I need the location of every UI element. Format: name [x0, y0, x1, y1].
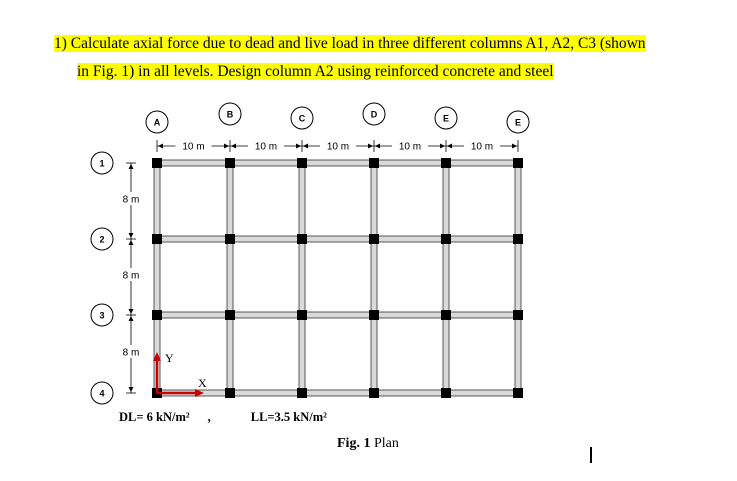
y-dimension-arrow-top-3 — [129, 316, 134, 321]
x-dimension-arrow-right-4 — [440, 144, 445, 149]
x-dimension-arrow-left-2 — [231, 144, 236, 149]
column-bubble-label-6: E — [514, 117, 522, 128]
beam-row-4 — [157, 390, 518, 396]
x-dimension-arrow-left-3 — [303, 144, 308, 149]
x-dimension-arrow-left-5 — [447, 144, 452, 149]
row-bubble-label-1: 1 — [99, 158, 105, 169]
x-dimension-arrow-right-3 — [368, 144, 373, 149]
x-dimension-arrow-right-1 — [224, 144, 229, 149]
figure-caption — [337, 436, 399, 452]
column-D3 — [369, 310, 379, 320]
y-axis-label: Y — [165, 351, 174, 365]
y-dimension-label-3: 8 m — [122, 347, 140, 359]
x-dimension-label-4: 10 m — [398, 141, 422, 153]
dead-load-label: DL= 6 kN/m² — [119, 410, 190, 424]
live-load-label: LL=3.5 kN/m² — [250, 410, 327, 424]
text-cursor — [590, 447, 592, 463]
beam-row-3 — [157, 312, 518, 318]
column-E2 — [513, 234, 523, 244]
beam-col-5 — [443, 163, 449, 393]
beam-col-2 — [227, 163, 233, 393]
column-B4 — [225, 388, 235, 398]
x-dimension-label-2: 10 m — [254, 141, 278, 153]
row-bubble-label-2: 2 — [99, 234, 105, 245]
x-axis-label: X — [198, 376, 207, 390]
column-E2 — [441, 234, 451, 244]
x-dimension-label-3: 10 m — [326, 141, 350, 153]
column-C4 — [297, 388, 307, 398]
column-A2 — [152, 234, 162, 244]
x-dimension-arrow-right-5 — [512, 144, 517, 149]
question-line-2: in Fig. 1) in all levels. Design column A2 using reinforced concrete and steel — [77, 63, 554, 80]
column-bubble-label-2: B — [226, 109, 234, 120]
column-bubble-label-5: E — [442, 113, 450, 124]
column-C1 — [297, 158, 307, 168]
load-separator: , — [207, 410, 211, 424]
column-C3 — [297, 310, 307, 320]
x-dimension-arrow-left-4 — [375, 144, 380, 149]
column-bubble-label-1: A — [153, 117, 161, 128]
column-D1 — [369, 158, 379, 168]
question-line-1: 1) Calculate axial force due to dead and live load in three different columns A1, A2, C3 (shown — [54, 35, 646, 52]
column-E1 — [513, 158, 523, 168]
column-E3 — [441, 310, 451, 320]
column-E4 — [513, 388, 523, 398]
column-bubble-label-3: C — [298, 113, 306, 124]
column-A3 — [152, 310, 162, 320]
column-B3 — [225, 310, 235, 320]
column-markers — [152, 158, 523, 398]
figure-number: Fig. 1 — [337, 436, 371, 451]
column-D4 — [369, 388, 379, 398]
row-bubble-label-4: 4 — [99, 388, 105, 399]
beam-grid — [154, 160, 521, 396]
column-E3 — [513, 310, 523, 320]
x-dimension-label-5: 10 m — [470, 141, 494, 153]
y-dimension-arrow-bottom-2 — [129, 309, 134, 314]
column-B1 — [225, 158, 235, 168]
beam-row-1 — [157, 160, 518, 166]
y-dimension-arrow-top-2 — [129, 240, 134, 245]
x-dimension-arrow-left-1 — [158, 144, 163, 149]
y-dimension-arrow-top-1 — [129, 164, 134, 169]
column-C2 — [297, 234, 307, 244]
beam-row-2 — [157, 236, 518, 242]
y-dimension-label-1: 8 m — [122, 194, 140, 206]
dimension-lines — [119, 139, 518, 393]
column-B2 — [225, 234, 235, 244]
column-D2 — [369, 234, 379, 244]
load-values — [119, 410, 327, 425]
column-E4 — [441, 388, 451, 398]
x-dimension-arrow-right-2 — [296, 144, 301, 149]
y-dimension-label-2: 8 m — [122, 270, 140, 282]
beam-col-3 — [299, 163, 305, 393]
column-E1 — [441, 158, 451, 168]
y-dimension-arrow-bottom-3 — [129, 387, 134, 392]
figure-title: Plan — [370, 436, 399, 451]
y-dimension-arrow-bottom-1 — [129, 233, 134, 238]
column-A1 — [152, 158, 162, 168]
x-dimension-label-1: 10 m — [182, 141, 205, 153]
beam-col-4 — [371, 163, 377, 393]
beam-col-6 — [515, 163, 521, 393]
row-bubble-label-3: 3 — [99, 310, 105, 321]
column-bubble-label-4: D — [370, 109, 378, 120]
